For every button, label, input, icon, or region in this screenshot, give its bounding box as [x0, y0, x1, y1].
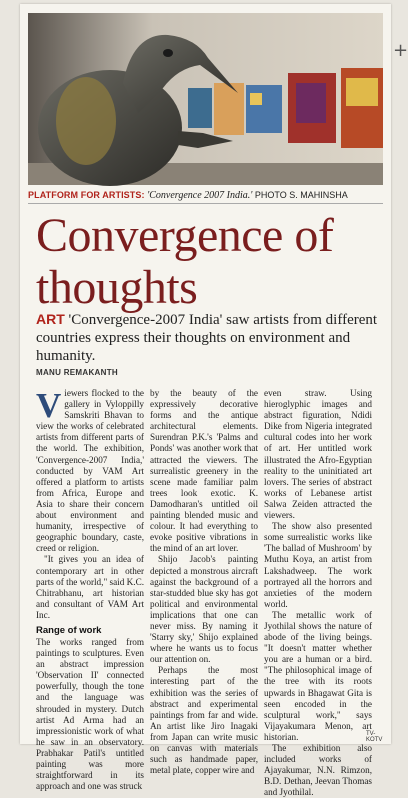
paragraph-text: iewers flocked to the gallery in Vyloppilly Samskriti Bhavan to view the works of celebrated artists from different parts of the world. The exhibition, 'Convergence-2007 India,' conducted by VAM Art offered a platform to artists from Africa, Europe and Asia to share their concern about environment and humanity, irrespective of geographic boundary, caste, creed or religion. [36, 388, 144, 554]
byline: MANU REMAKANTH [36, 368, 118, 377]
headline: Convergence of thoughts [36, 209, 334, 314]
deck-text: 'Convergence-2007 India' saw artists from different countries express their thoughts on environment and humanity. [36, 312, 378, 364]
drop-cap: V [36, 386, 62, 425]
gallery-photo [28, 13, 383, 185]
divider [28, 203, 383, 204]
plus-mark: + [393, 40, 408, 61]
paragraph: The show also presented some surrealistic works like 'The ballad of Mushroom' by Muthu Koya, an artist from Lakshadweep. The work portrayed all the horrors and anxieties of the modern world. [264, 521, 372, 609]
caption-text: 'Convergence 2007 India.' [147, 190, 253, 201]
caption-kicker: PLATFORM FOR ARTISTS: [28, 190, 145, 200]
paragraph: "It gives you an idea of contemporary art in other parts of the world," said K.C. Chitrabhanu, art historian and consultant of VAM Art Inc. [36, 554, 144, 620]
deck [36, 310, 381, 365]
paragraph: The works ranged from paintings to sculptures. Even an abstract impression 'Observation II' connected powerfully, though the tone and the language was shrouded in mystery. Dutch artist Ad Arma had an impressionistic work of what he saw in an observatory. Prabhakar Patil's untitled painting was more straightforward in its approach and one was struck [36, 636, 144, 792]
paragraph: The metallic work of Jyothilal shows the nature of abode of the living beings. "It doesn't matter whether you are a human or a bird. "The philosophical image of the tree with its roots upwards in Bhagawat Gita is seen encoded in the sculptural work," says Vijayakumara Menon, art historian. [264, 609, 372, 742]
paragraph: by the beauty of the expressively decorative forms and the antique architectural elements. Surendran P.K.'s 'Palms and Ponds' was another work that attracted the viewers. The surrealistic greenery in the scene made familiar palm trees look exotic. K. Damodharan's untitled oil painting blended music and colour. It had everything to evoke positive vibrations in the mind of an art lover. [150, 388, 258, 554]
article-column-2 [150, 388, 258, 776]
paragraph: even straw. Using hieroglyphic images and abstract figuration, Ndidi Dike from Nigeria integrated cultural codes into her work of art. Her untitled work illustrated the Afro-Egyptian reality to the uninitiated art lovers. The series of abstract works of Lebanese artist Salwa Zeiden attracted the viewers. [264, 388, 372, 521]
paragraph [36, 388, 144, 554]
photo-credit: PHOTO S. MAHINSHA [254, 190, 348, 200]
paragraph: Shijo Jacob's painting depicted a monstrous aircraft against the background of a star-studded blue sky has got political and environmental implications that one can never miss. By naming it 'Starry sky,' Shijo explained where he wants us to focus our attention on. [150, 554, 258, 665]
subhead: Range of work [36, 624, 102, 636]
newspaper-clipping [20, 4, 408, 798]
paragraph: The exhibition also included works of Ajayakumar, N.N. Rimzon, B.D. Dethan, Jeevan Thomas and Jyothilal. [264, 743, 372, 798]
article-column-3 [264, 388, 372, 798]
article-column-1 [36, 388, 144, 792]
source-credit: TV-KOTV [366, 731, 383, 743]
paragraph: Perhaps the most interesting part of the exhibition was the series of abstract and experimental paintings from far and wide. An artist like Jiro Inagaki from Japan can write music on canvas with materials such as handmade paper, metal plate, copper wire and [150, 665, 258, 776]
deck-lead: ART [36, 311, 65, 327]
photo-caption [28, 190, 388, 201]
